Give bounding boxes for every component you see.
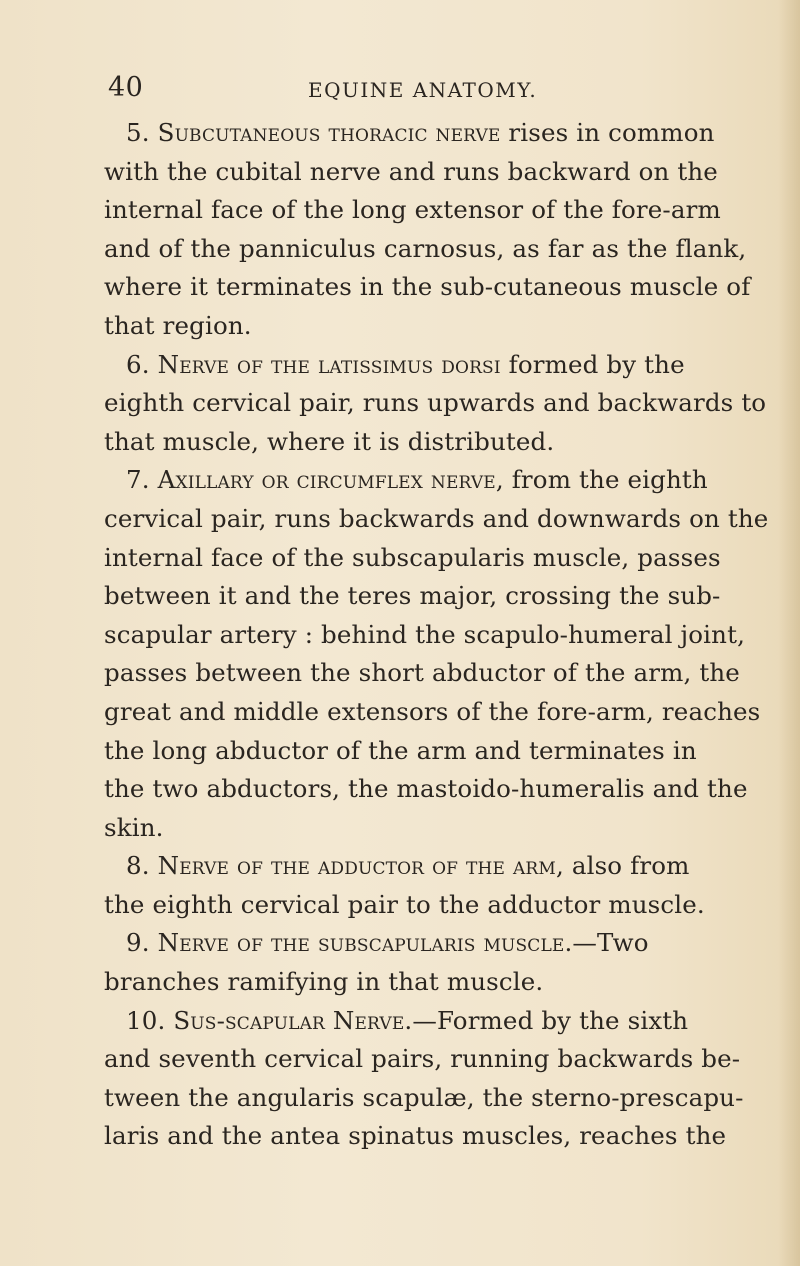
page-edge-shadow [778, 0, 800, 1266]
paragraph-number: 10. [126, 1005, 166, 1035]
paragraph-7-line-1 [104, 461, 774, 500]
paragraph-heading: Subcutaneous thoracic nerve [157, 118, 501, 147]
text-line: cervical pair, runs backwards and downwards on the [104, 503, 769, 533]
text-line: the long abductor of the arm and terminates in [104, 735, 697, 765]
text-line: the two abductors, the mastoido-humeralis and the [104, 774, 748, 804]
running-head: EQUINE ANATOMY. [308, 78, 538, 102]
paragraph-number: 9. [126, 928, 150, 958]
paragraph-heading: Axillary or circumflex nerve, [157, 465, 504, 495]
paragraph-9-line-1 [104, 924, 774, 963]
text-line: that muscle, where it is distributed. [104, 426, 555, 456]
paragraph-heading: Sus-scapular Nerve. [173, 1005, 413, 1035]
paragraph-heading: Nerve of the latissimus dorsi [157, 349, 501, 379]
text-line: —Two [572, 928, 649, 958]
text-line: skin. [104, 812, 164, 842]
text-line: —Formed by the sixth [412, 1005, 689, 1035]
paragraph-heading: Nerve of the subscapularis muscle. [157, 928, 573, 958]
text-line: rises in common [500, 118, 715, 147]
paragraph-heading: Nerve of the adductor of the arm, [157, 851, 564, 881]
page-header [108, 72, 748, 108]
text-line: between it and the teres major, crossing the sub- [104, 581, 721, 611]
text-line: internal face of the subscapularis muscle, passes [104, 542, 721, 572]
text-line: and of the panniculus carnosus, as far as the flank, [104, 233, 747, 263]
text-line: eighth cervical pair, runs upwards and backwards to [104, 388, 767, 418]
paragraph-6-line-1 [104, 346, 774, 385]
body-text [104, 114, 774, 1156]
page-number: 40 [108, 72, 144, 103]
text-line: and seventh cervical pairs, running backwards be- [104, 1044, 741, 1074]
text-line: where it terminates in the sub-cutaneous muscle of [104, 272, 751, 302]
paragraph-number: 6. [126, 349, 150, 379]
paragraph-8-line-1 [104, 847, 774, 886]
paragraph-5-line-1 [104, 114, 774, 153]
text-line: formed by the [500, 349, 685, 379]
text-line: that region. [104, 310, 252, 340]
text-line: laris and the antea spinatus muscles, reaches the [104, 1121, 727, 1151]
text-line: branches ramifying in that muscle. [104, 967, 544, 997]
text-line: internal face of the long extensor of the fore-arm [104, 195, 721, 225]
text-line: from the eighth [503, 465, 708, 495]
paragraph-number: 8. [126, 851, 150, 881]
paragraph-number: 7. [126, 465, 150, 495]
text-line: passes between the short abductor of the arm, the [104, 658, 740, 688]
text-line: great and middle extensors of the fore-arm, reaches [104, 696, 761, 726]
text-line: also from [563, 851, 690, 881]
paragraph-10-line-1 [104, 1002, 774, 1041]
paragraph-number: 5. [126, 118, 150, 147]
text-line: scapular artery : behind the scapulo-humeral joint, [104, 619, 746, 649]
text-line: with the cubital nerve and runs backward on the [104, 156, 718, 186]
text-line: tween the angularis scapulæ, the sterno-prescapu- [104, 1082, 744, 1112]
text-line: the eighth cervical pair to the adductor muscle. [104, 889, 705, 919]
